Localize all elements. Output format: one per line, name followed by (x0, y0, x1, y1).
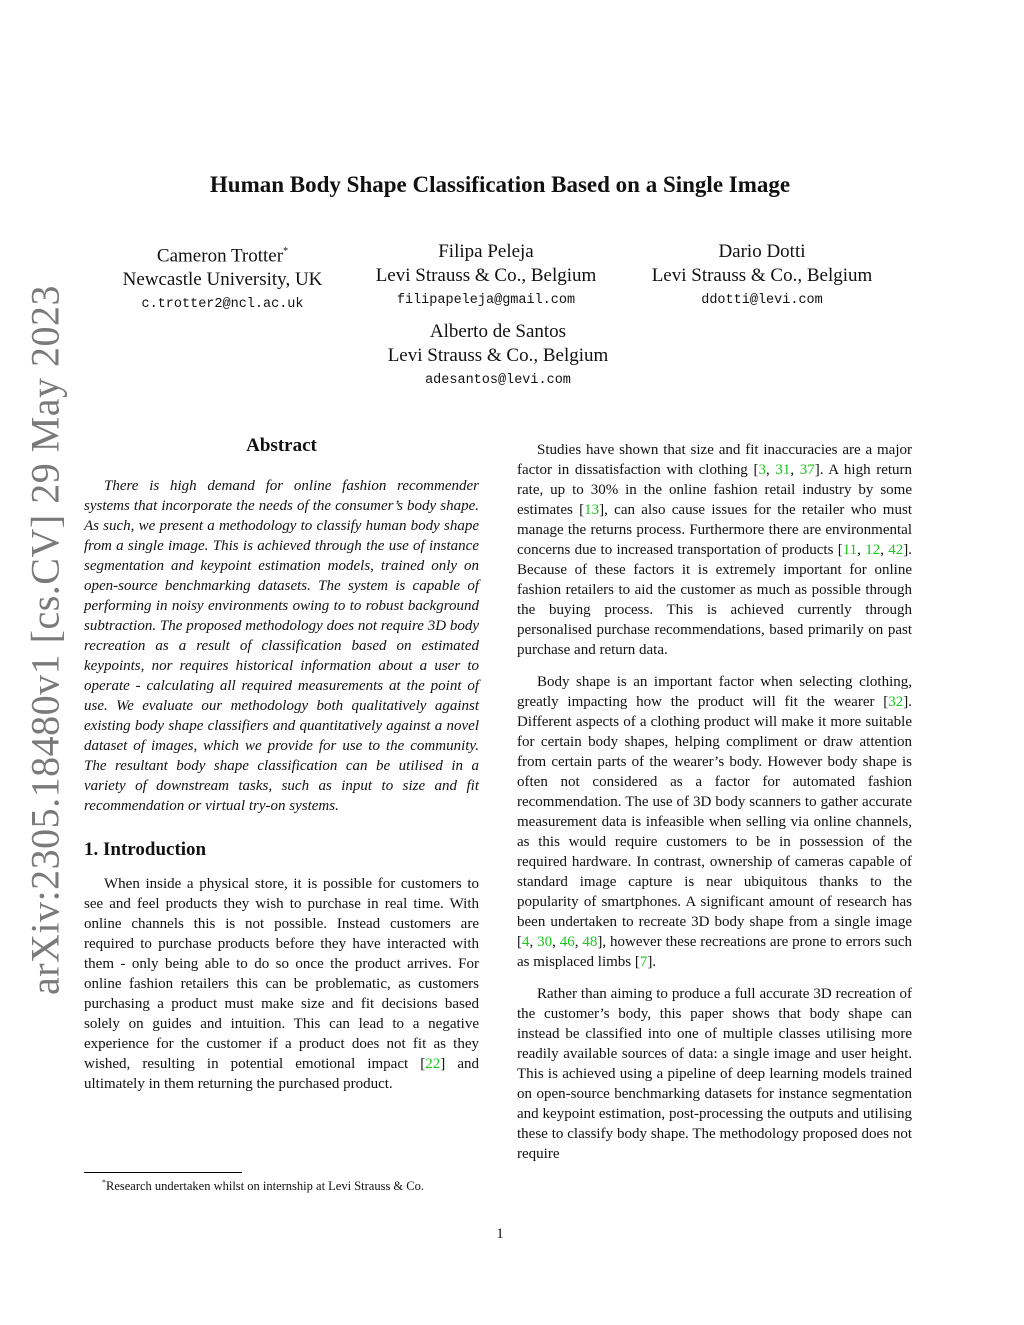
paragraph-text: When inside a physical store, it is possible for customers to see and feel products they wish to purchase in real time. With online channels this is not possible. Instead customers are required to purchase products before they have interacted with them - only being able to do so once the product arrives. For online fashion retailers this can be problematic, as customers purchasing a product must make size and fit decisions based solely on guides and intuition. This can lead to a negative experience for the customer if a product does not fit as they wished, resulting in potential emotional impact [ (84, 876, 479, 1072)
author-email: adesantos@levi.com (425, 373, 571, 388)
page-number: 1 (496, 1226, 504, 1242)
citation-link[interactable]: 11 (842, 542, 858, 558)
author-affiliation: Newcastle University, UK (122, 269, 323, 291)
paragraph-text: Body shape is an important factor when selecting clothing, greatly impacting how the product will fit the wearer [ (517, 674, 912, 710)
abstract-text: There is high demand for online fashion recommender systems that incorporate the needs of the consumer’s body shape. As such, we present a methodology to classify human body shape from a single image. This is achieved through the use of instance segmentation and keypoint estimation models, trained only on open-source benchmarking datasets. The system is capable of performing in noisy environments owing to to robust background subtraction. The proposed methodology does not require 3D body recreation as a result of classification based on estimated keypoints, nor requires historical information about a user to operate - calculating all required measurements at the point of use. We evaluate our methodology both qualitatively against existing body shape classifiers and quantitatively against a novel dataset of images, which we provide for use to the community. The resultant body shape classification can be utilised in a variety of downstream tasks, such as input to size and fit recommendation or virtual try-on systems. (84, 478, 479, 814)
author-affiliation: Levi Strauss & Co., Belgium (387, 345, 609, 366)
body-paragraph: Body shape is an important factor when selecting clothing, greatly impacting how the product will fit the wearer [32]. Different aspects of a clothing product will make it more suitable for certain body shapes, helping compliment or draw attention from certain parts of the wearer’s body. However body shape is often not considered as a factor for automated fashion recommendation. The use of 3D body scanners to gather accurate measurement data is infeasible when selling via online channels, as this would require customers to be in possession of the required hardware. In contrast, ownership of cameras capable of standard image capture is near ubiquitous thanks to the popularity of smartphones. A significant amount of research has been undertaken to recreate 3D body shape from a single image [4, 30, 46, 48], however these recreations are prone to errors such as misplaced limbs [7]. (517, 674, 913, 970)
citation-link[interactable]: 12 (865, 542, 881, 558)
citation-link[interactable]: 31 (775, 462, 791, 478)
left-column (84, 436, 479, 1106)
citation-link[interactable]: 32 (888, 694, 904, 710)
paragraph-text: Studies have shown that size and fit inaccuracies are a major factor in dissatisfaction with clothing [ (517, 442, 912, 478)
citation-link[interactable]: 42 (888, 542, 904, 558)
citation-link[interactable]: 30 (537, 934, 553, 950)
paragraph-text: ]. Because of these factors it is extremely important for online fashion retailers to aid the customer as much as possible through the buying process. This is achieved currently through personalised purchase recommendations, based primarily on past purchase and return data. (517, 542, 913, 658)
author-name: Alberto de Santos (429, 321, 567, 342)
author-block (364, 320, 632, 394)
paragraph-text: ]. Different aspects of a clothing product will make it more suitable for certain body shapes, helping compliment or draw attention from certain parts of the wearer’s body. However body shape is often not considered as a factor for automated fashion recommendation. The use of 3D body scanners to gather accurate measurement data is infeasible when selling via online channels, as this would require customers to be in possession of the required hardware. In contrast, ownership of cameras capable of standard image capture is near ubiquitous thanks to the popularity of smartphones. A significant amount of research has been undertaken to recreate 3D body shape from a single image [ (517, 694, 912, 950)
right-column (517, 440, 912, 1176)
paragraph-text: ]. A high return rate, up to 30% in the online fashion retail industry by some estimates [ (517, 462, 913, 518)
footnote (102, 1178, 424, 1194)
citation-link[interactable]: 7 (639, 954, 648, 970)
paragraph-text: ], can also cause issues for the retailer who must manage the returns process. Furthermore there are environmental concerns due to increased transportation of products [ (517, 502, 912, 558)
author-affiliation: Levi Strauss & Co., Belgium (651, 265, 873, 286)
citation-link[interactable]: 37 (799, 462, 815, 478)
citation-link[interactable]: 4 (522, 934, 530, 950)
citation-link[interactable]: 46 (559, 934, 575, 950)
author-email: filipapeleja@gmail.com (396, 293, 576, 308)
citation-link[interactable]: 22 (425, 1056, 441, 1072)
citation-link[interactable]: 48 (582, 934, 598, 950)
footnote-mark: * (102, 1178, 106, 1187)
author-email: c.trotter2@ncl.ac.uk (141, 297, 304, 313)
author-name: Filipa Peleja (438, 241, 534, 262)
author-name: Cameron Trotter (156, 245, 284, 267)
body-paragraph: Rather than aiming to produce a full accurate 3D recreation of the customer’s body, this paper shows that body shape can instead be classified into one of multiple classes utilising more readily available sources of data: a single image and user height. This is achieved using a pipeline of deep learning models trained on open-source benchmarking datasets for instance segmentation and keypoint estimation, post-processing the outputs and utilising these to classify body shape. The methodology proposed does not require (517, 986, 912, 1162)
paragraph-text: ] and ultimately in them returning the purchased product. (84, 1056, 479, 1092)
citation-link[interactable]: 13 (584, 502, 600, 518)
paragraph-text: ]. (647, 954, 657, 970)
author-name: Dario Dotti (718, 241, 806, 262)
body-paragraph: Studies have shown that size and fit inaccuracies are a major factor in dissatisfaction with clothing [3, 31, 37]. A high return rate, up to 30% in the online fashion retail industry by some estimates [13], can also cause issues for the retailer who must manage the returns process. Furthermore there are environmental concerns due to increased transportation of products [11, 12, 42]. Because of these factors it is extremely important for online fashion retailers to aid the customer as much as possible through the buying process. This is achieved currently through personalised purchase recommendations, based primarily on past purchase and return data. (517, 442, 913, 658)
author-block (352, 240, 620, 314)
author-block (100, 240, 345, 318)
paper-title: Human Body Shape Classification Based on a Single Image (209, 172, 791, 197)
section-heading-introduction: 1. Introduction (84, 839, 207, 860)
author-email: ddotti@levi.com (701, 293, 823, 308)
citation-link[interactable]: 3 (758, 462, 766, 478)
author-affiliation: Levi Strauss & Co., Belgium (375, 265, 597, 286)
author-block (634, 240, 890, 314)
arxiv-identifier: arXiv:2305.18480v1 [cs.CV] 29 May 2023 (22, 284, 68, 996)
abstract-heading: Abstract (246, 435, 317, 456)
footnote-text: Research undertaken whilst on internship at Levi Strauss & Co. (106, 1179, 424, 1194)
paragraph-text: ], however these recreations are prone to errors such as misplaced limbs [ (517, 934, 913, 970)
body-paragraph (84, 874, 479, 1094)
author-footnote-mark: * (283, 246, 289, 257)
footnote-divider (84, 1172, 242, 1173)
